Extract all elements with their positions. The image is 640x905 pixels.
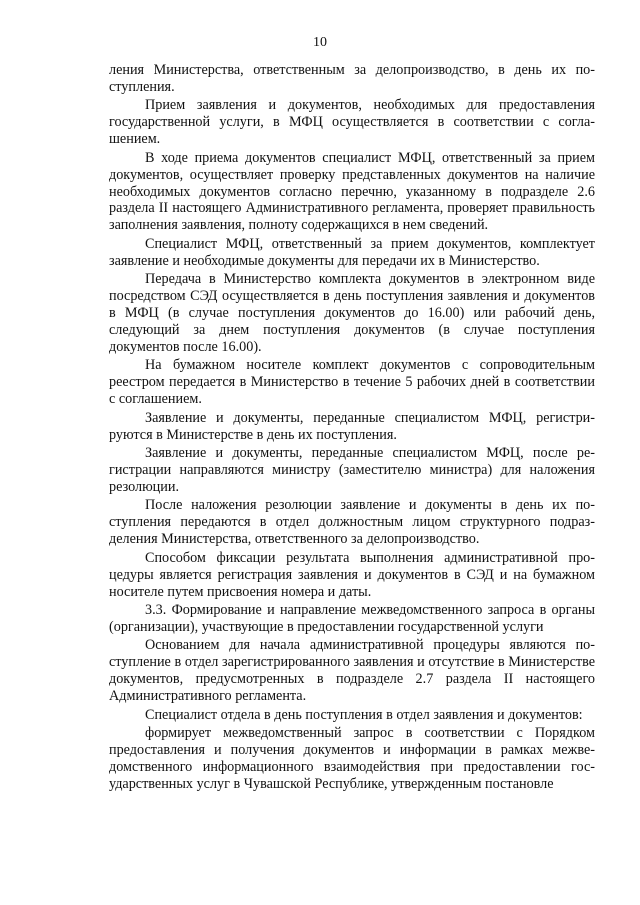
paragraph-continued: ления Министерства, ответственным за делопроизводство, в день их поступления.	[109, 62, 595, 95]
paragraph-department-specialist: Специалист отдела в день поступления в отдел заявления и документов:	[145, 706, 583, 723]
paragraph-after-resolution: После наложения резолюции заявление и документы в день их поступления передаются в отдел должностным лицом структурного подразделения Министерства, ответственного за делопроизводство.	[109, 497, 595, 548]
paragraph-forms-request: формирует межведомственный запрос в соответствии с Порядком предоставления и получения документов и информации в рамках межведомственного информационного взаимодействия при предоставлении государственных услуг в Чувашской Республике, утвержденным постановле	[109, 725, 595, 792]
paragraph-registration: Заявление и документы, переданные специалистом МФЦ, регистрируются в Министерстве в день их поступления.	[109, 409, 595, 443]
paragraph-fixation-method: Способом фиксации результата выполнения административной процедуры является регистрация заявления и документов в СЭД и на бумажном носителе путем присвоения номера и даты.	[109, 549, 595, 600]
document-body	[109, 62, 595, 794]
paragraph-mfc-reception: Прием заявления и документов, необходимых для предоставления государственной услуги, в МФЦ осуществляется в соответствии с соглашением.	[109, 97, 595, 148]
paragraph-electronic-transfer: Передача в Министерство комплекта документов в электронном виде посредством СЭД осуществляется в день поступления заявления и документов в МФЦ (в случае поступления документов до 16.00) или рабочий день, следующий за днем поступления документов (в случае поступления документов после 16.00).	[109, 271, 595, 355]
paragraph-to-minister: Заявление и документы, переданные специалистом МФЦ, после регистрации направляются министру (заместителю министра) для наложения резолюции.	[109, 445, 595, 495]
page-number: 10	[313, 35, 327, 50]
paragraph-document-check: В ходе приема документов специалист МФЦ, ответственный за прием документов, осуществляет проверку представленных документов на наличие необходимых документов согласно перечню, указанному в подразделе 2.6 раздела II настоящего Административного регламента, проверяет правильность заполнения заявления, полноту содержащихся в нем сведений.	[109, 149, 595, 234]
section-heading-3-3: 3.3. Формирование и направление межведомственного запроса в органы (организации), участвующие в предоставлении государственной услуги	[109, 602, 595, 635]
paragraph-paper-transfer: На бумажном носителе комплект документов с сопроводительным реестром передается в Министерство в течение 5 рабочих дней в соответствии с соглашением.	[109, 357, 595, 408]
paragraph-basis: Основанием для начала административной процедуры являются поступление в отдел зарегистрированного заявления и отсутствие в Министерстве документов, предусмотренных в подразделе 2.7 раздела II настоящего Административного регламента.	[109, 637, 595, 705]
paragraph-specialist-compiles: Специалист МФЦ, ответственный за прием документов, комплектует заявление и необходимые документы для передачи их в Министерство.	[109, 235, 595, 269]
